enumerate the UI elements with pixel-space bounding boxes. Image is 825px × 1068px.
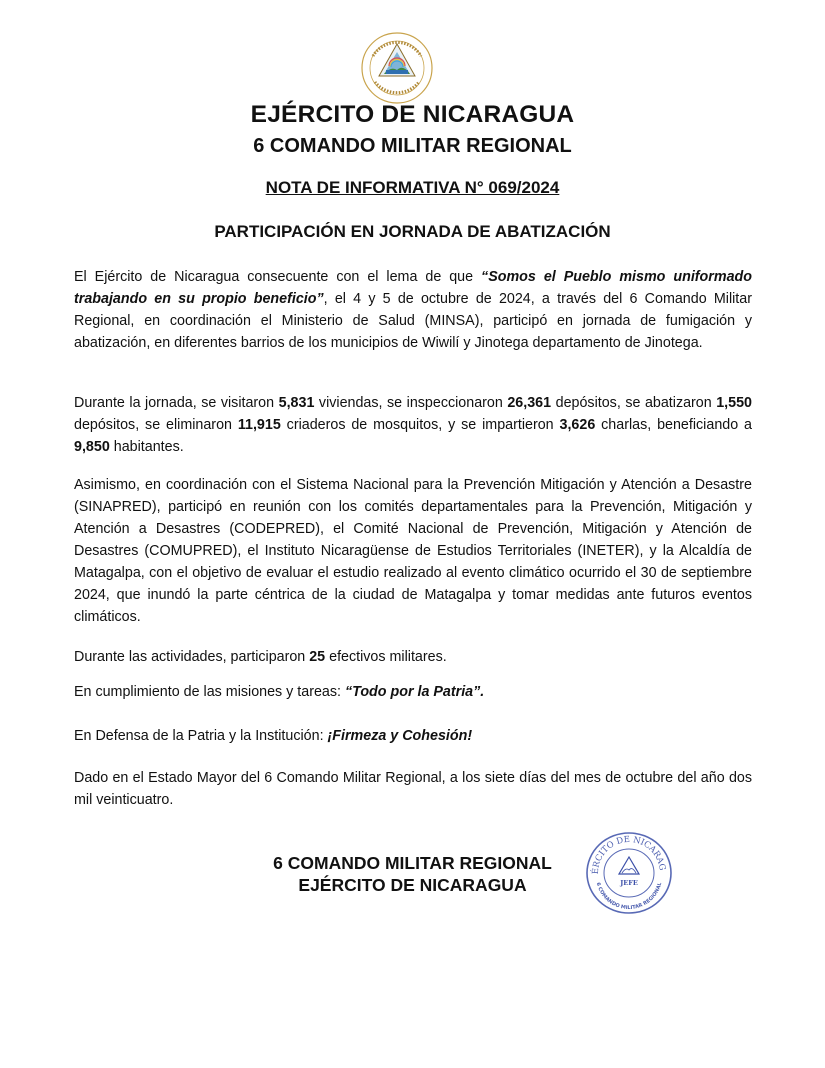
stat-charlas: 3,626 — [559, 417, 596, 433]
participants-text: Durante las actividades, participaron — [74, 649, 310, 665]
results-text: depósitos, se eliminaron — [74, 417, 238, 433]
paragraph-intro — [74, 266, 752, 354]
stat-depositos-inspeccionados: 26,361 — [507, 395, 552, 411]
paragraph-defense — [74, 725, 752, 747]
results-text: Durante la jornada, se visitaron — [74, 395, 279, 411]
paragraph-participants — [74, 646, 752, 668]
stat-criaderos: 11,915 — [237, 417, 281, 433]
paragraph-coordination: Asimismo, en coordinación con el Sistema Nacional para la Prevención Mitigación y Atención a Desastre (SINAPRED), participó en reunión con los comités departamentales para la Prevención, Mitigación y Atención a Desastres (CODEPRED), el Comité Nacional de Prevención, Mitigación y Atención de Desastres (COMUPRED), el Instituto Nicaragüense de Estudios Territoriales (INETER), y la Alcaldía de Matagalpa, con el objetivo de evaluar el estudio realizado al evento climático ocurrido el 30 de septiembre 2024, que inundó la parte céntrica de la ciudad de Matagalpa y tomar medidas ante futuros eventos climáticos. — [74, 477, 752, 625]
results-text: criaderos de mosquitos, y se impartieron — [280, 417, 560, 433]
intro-text-a: El Ejército de Nicaragua consecuente con el lema de que — [74, 269, 482, 285]
paragraph-mission — [74, 681, 752, 703]
mission-text: En cumplimiento de las misiones y tareas: — [74, 684, 345, 700]
stat-depositos-abatizados: 1,550 — [716, 395, 753, 411]
stat-viviendas: 5,831 — [278, 395, 315, 411]
results-text: viviendas, se inspeccionaron — [314, 395, 508, 411]
page-subtitle: 6 COMANDO MILITAR REGIONAL — [253, 135, 572, 157]
stamp-center-text: JEFE — [620, 879, 638, 887]
note-number — [0, 178, 825, 198]
intro-text-b: , el 4 y 5 de octubre de 2024, a través del 6 Comando Militar Regional, en coordinación el Ministerio de Salud (MINSA), participó en jornada de fumigación y abatización, en diferentes barrios de los municipios de Wiwilí y Jinotega departamento de Jinotega. — [74, 291, 752, 351]
results-text: habitantes. — [109, 439, 184, 455]
signature-line-2: EJÉRCITO DE NICARAGUA — [298, 875, 527, 895]
defense-motto: ¡Firmeza y Cohesión! — [327, 728, 473, 744]
stamp-text-bottom: 6 COMANDO MILITAR REGIONAL — [594, 881, 664, 912]
stat-habitantes: 9,850 — [74, 439, 110, 455]
motto-text: “Somos el Pueblo mismo uniformado trabajando en su propio beneficio” — [74, 269, 752, 307]
paragraph-results — [74, 392, 752, 458]
page-title: EJÉRCITO DE NICARAGUA — [250, 101, 575, 128]
results-text: charlas, beneficiando a — [595, 417, 752, 433]
stamp-text-top: ÉRCITO DE NICARAG — [590, 834, 668, 875]
results-text: depósitos, se abatizaron — [551, 395, 717, 411]
note-number-text: NOTA DE INFORMATIVA N° 069/2024 — [265, 178, 560, 197]
mission-motto: “Todo por la Patria”. — [344, 684, 485, 700]
defense-text: En Defensa de la Patria y la Institución: — [74, 728, 328, 744]
signature-line-1: 6 COMANDO MILITAR REGIONAL — [273, 853, 552, 873]
paragraph-closing: Dado en el Estado Mayor del 6 Comando Militar Regional, a los siete días del mes de octubre del año dos mil veinticuatro. — [74, 770, 752, 808]
participants-text: efectivos militares. — [325, 649, 447, 665]
official-stamp-icon — [584, 830, 674, 916]
nicaragua-coat-of-arms-icon — [359, 30, 435, 106]
document-subject: PARTICIPACIÓN EN JORNADA DE ABATIZACIÓN — [214, 222, 611, 241]
stat-efectivos: 25 — [309, 649, 326, 665]
